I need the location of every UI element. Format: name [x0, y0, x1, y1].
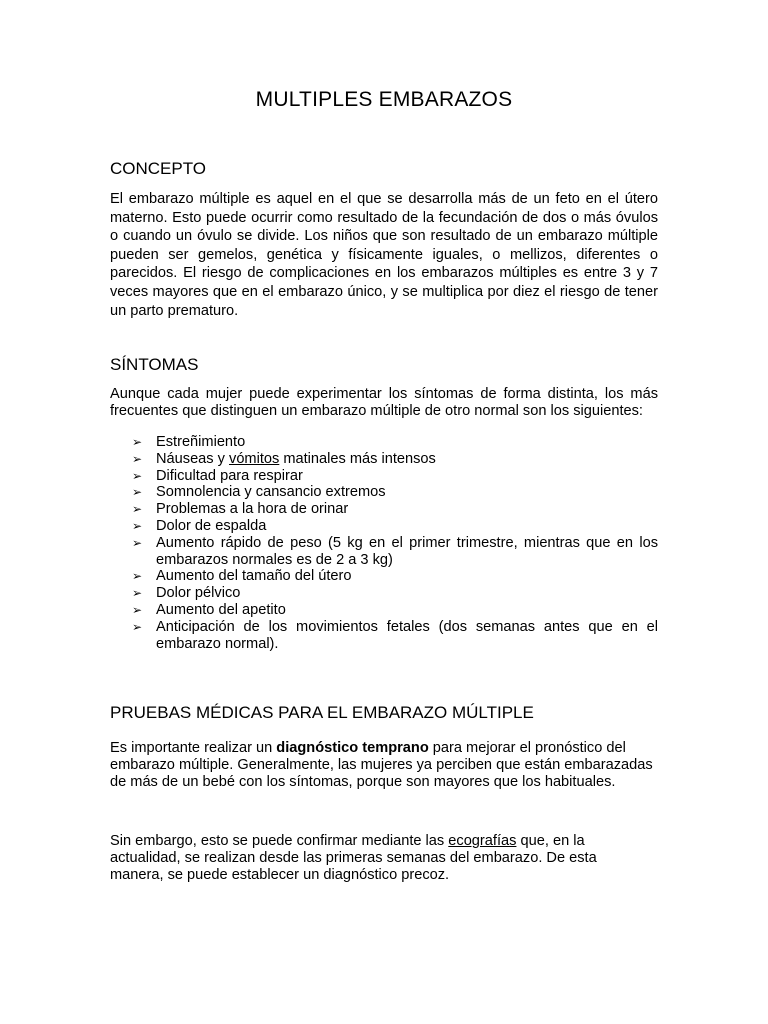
symptom-text: Dolor de espalda: [156, 517, 267, 534]
symptom-item: [132, 434, 658, 451]
section-heading-pruebas: PRUEBAS MÉDICAS PARA EL EMBARAZO MÚLTIPLE: [110, 703, 534, 722]
symptom-item: [132, 585, 658, 602]
sintomas-intro: Aunque cada mujer puede experimentar los síntomas de forma distinta, los más frecuentes que distinguen un embarazo múltiple de otro normal son los siguientes:: [110, 386, 658, 419]
symptom-text: Estreñimiento: [156, 434, 246, 450]
arrow-bullet-icon: ➢: [132, 535, 143, 550]
symptom-item: [132, 535, 658, 569]
arrow-bullet-icon: ➢: [132, 602, 143, 617]
symptom-link[interactable]: vómitos: [229, 450, 280, 467]
symptom-text: Náuseas y: [156, 450, 230, 467]
section-heading-sintomas: SÍNTOMAS: [110, 355, 199, 374]
pruebas-p1-after: para mejorar el pronóstico del embarazo múltiple. Generalmente, las mujeres ya perciben que están embarazadas de más de un bebé con los síntomas, porque son mayores que los habituales.: [110, 740, 653, 791]
arrow-bullet-icon: ➢: [132, 586, 143, 601]
arrow-bullet-icon: ➢: [132, 485, 143, 500]
symptom-item: [132, 451, 658, 468]
arrow-bullet-icon: ➢: [132, 468, 143, 483]
symptom-text: Dolor pélvico: [156, 585, 241, 602]
symptom-text: Dificultad para respirar: [156, 467, 303, 484]
symptom-text-after: matinales más intensos: [279, 450, 436, 467]
arrow-bullet-icon: ➢: [132, 502, 143, 517]
section-heading-concepto: CONCEPTO: [110, 159, 207, 178]
symptom-text: Somnolencia y cansancio extremos: [156, 484, 386, 501]
symptom-text: Aumento del apetito: [156, 601, 286, 618]
symptom-item: [132, 568, 658, 585]
pruebas-paragraph-1: [110, 740, 660, 792]
pruebas-paragraph-2: [110, 833, 630, 885]
diagnostico-temprano-bold: diagnóstico temprano: [276, 740, 429, 756]
arrow-bullet-icon: ➢: [132, 569, 143, 584]
symptom-item: [132, 619, 658, 653]
symptom-text: Anticipación de los movimientos fetales (dos semanas antes que en el embarazo normal).: [156, 618, 658, 652]
pruebas-p1-before: Es importante realizar un: [110, 740, 277, 756]
arrow-bullet-icon: ➢: [132, 451, 143, 466]
symptom-text: Problemas a la hora de orinar: [156, 501, 349, 518]
concepto-paragraph: El embarazo múltiple es aquel en el que se desarrolla más de un feto en el útero materno. Esto puede ocurrir como resultado de la fecundación de dos o más óvulos o cuando un óvulo se divide. Los niños que son resultado de un embarazo múltiple pueden ser gemelos, genética y físicamente iguales, o mellizos, diferentes o parecidos. El riesgo de complicaciones en los embarazos múltiples es entre 3 y 7 veces mayores que en el embarazo único, y se multiplica por diez el riesgo de tener un parto prematuro.: [110, 191, 658, 319]
arrow-bullet-icon: ➢: [132, 518, 143, 533]
document-title: MULTIPLES EMBARAZOS: [255, 88, 513, 111]
symptom-text: Aumento rápido de peso (5 kg en el primer trimestre, mientras que en los embarazos normales es de 2 a 3 kg): [156, 534, 658, 568]
symptom-text: Aumento del tamaño del útero: [156, 568, 352, 585]
symptom-item: [132, 602, 658, 619]
ecografias-link[interactable]: ecografías: [448, 833, 517, 849]
arrow-bullet-icon: ➢: [132, 619, 143, 634]
symptom-item: [132, 518, 658, 535]
symptom-item: [132, 484, 658, 501]
symptom-list: [132, 434, 658, 652]
pruebas-p2-before: Sin embargo, esto se puede confirmar mediante las: [110, 833, 449, 849]
arrow-bullet-icon: ➢: [132, 435, 143, 449]
symptom-item: [132, 501, 658, 518]
pruebas-p2-after: que, en la actualidad, se realizan desde las primeras semanas del embarazo. De esta manera, se puede establecer un diagnóstico precoz.: [110, 833, 597, 884]
symptom-item: [132, 468, 658, 485]
